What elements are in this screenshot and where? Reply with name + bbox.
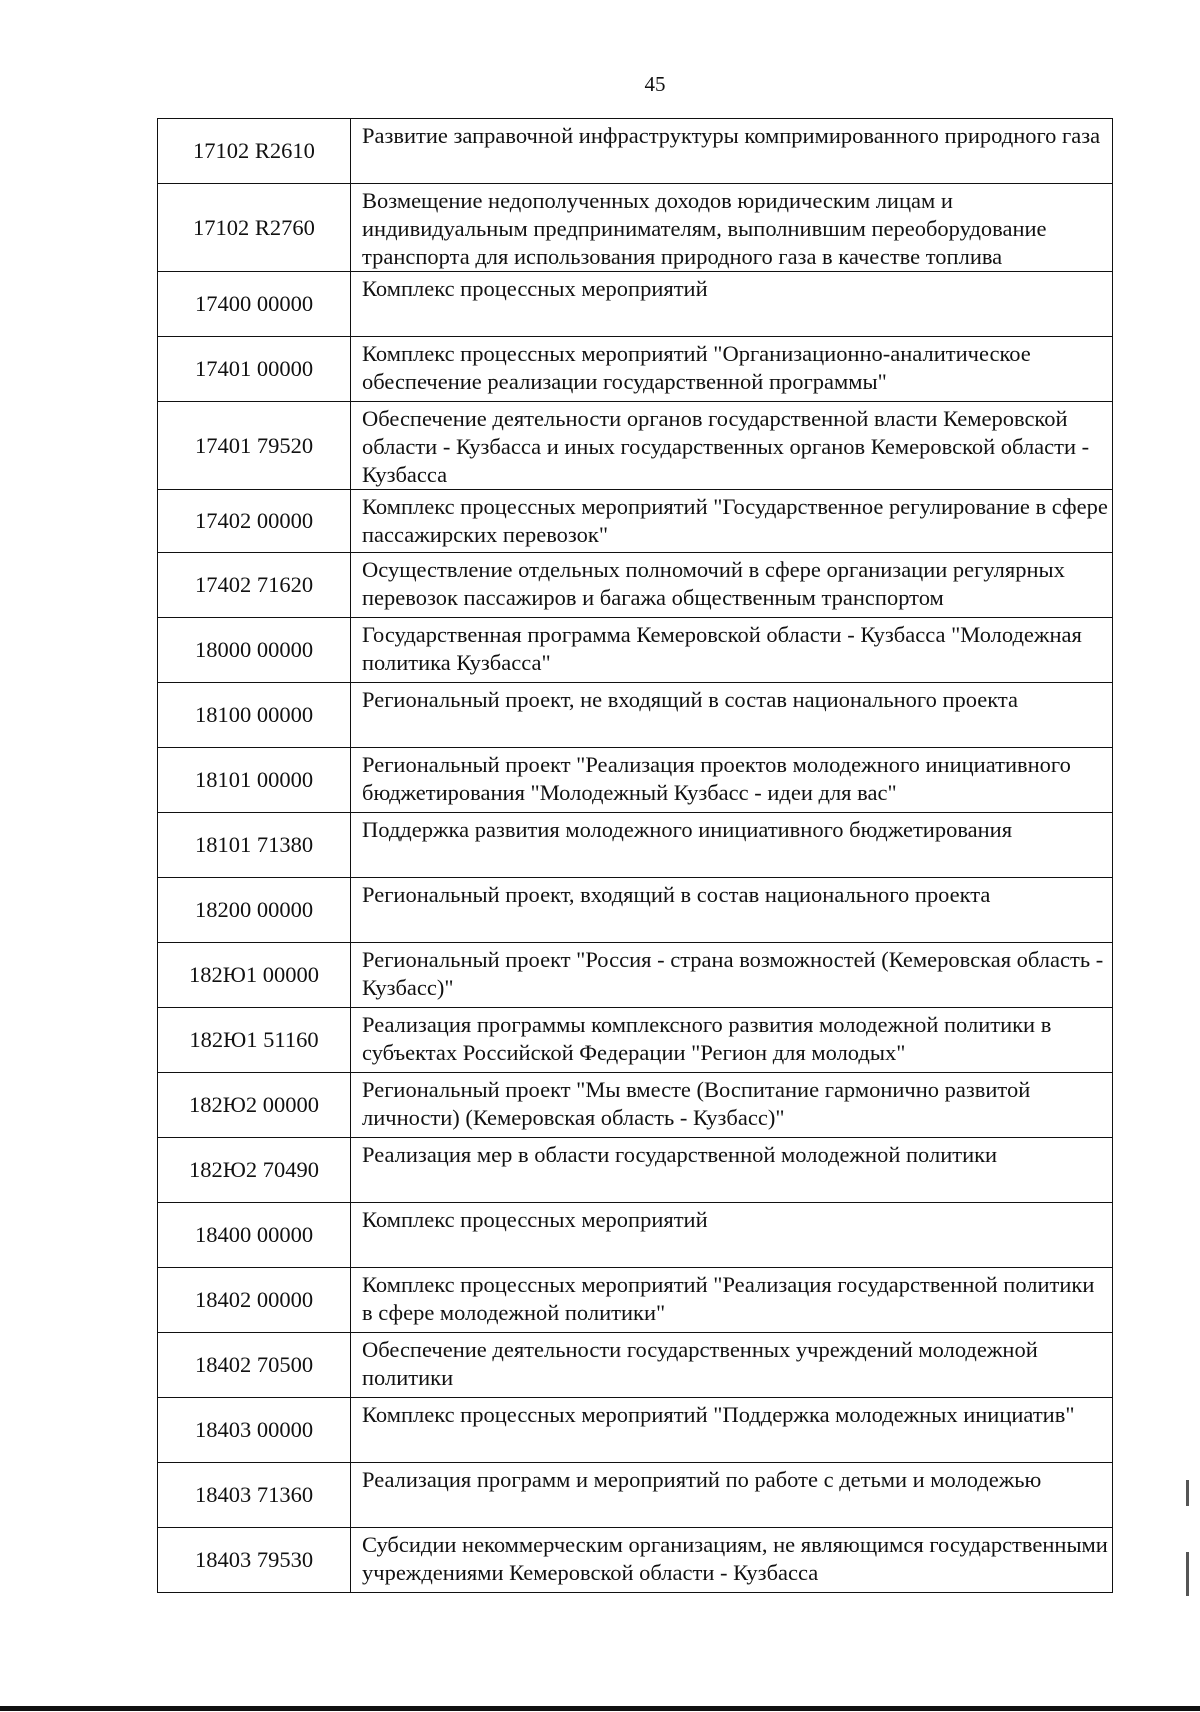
row-code: 182Ю2 70490 xyxy=(158,1138,351,1203)
row-code: 17102 R2760 xyxy=(158,184,351,272)
row-description: Развитие заправочной инфраструктуры компримированного природного газа xyxy=(351,119,1113,184)
table-row xyxy=(158,1463,1113,1528)
table-row xyxy=(158,683,1113,748)
row-code: 18101 71380 xyxy=(158,813,351,878)
row-code: 182Ю1 51160 xyxy=(158,1008,351,1073)
row-code: 18403 00000 xyxy=(158,1398,351,1463)
row-description: Комплекс процессных мероприятий "Поддержка молодежных инициатив" xyxy=(351,1398,1113,1463)
row-code: 18100 00000 xyxy=(158,683,351,748)
row-code: 17102 R2610 xyxy=(158,119,351,184)
row-description: Региональный проект, не входящий в состав национального проекта xyxy=(351,683,1113,748)
row-description: Комплекс процессных мероприятий "Организационно-аналитическое обеспечение реализации государственной программы" xyxy=(351,337,1113,402)
row-code: 18000 00000 xyxy=(158,618,351,683)
row-code: 17401 00000 xyxy=(158,337,351,402)
table-row xyxy=(158,1398,1113,1463)
table-row xyxy=(158,337,1113,402)
table-row xyxy=(158,1073,1113,1138)
table-row xyxy=(158,878,1113,943)
scan-edge-mark xyxy=(1186,1480,1189,1506)
row-code: 17402 00000 xyxy=(158,490,351,553)
row-description: Комплекс процессных мероприятий xyxy=(351,1203,1113,1268)
table-row xyxy=(158,1008,1113,1073)
row-code: 18200 00000 xyxy=(158,878,351,943)
table-row xyxy=(158,748,1113,813)
row-description: Региональный проект "Реализация проектов молодежного инициативного бюджетирования "Молодежный Кузбасс - идеи для вас" xyxy=(351,748,1113,813)
row-description: Региональный проект "Мы вместе (Воспитание гармонично развитой личности) (Кемеровская область - Кузбасс)" xyxy=(351,1073,1113,1138)
table-row xyxy=(158,1528,1113,1593)
row-description: Комплекс процессных мероприятий "Государственное регулирование в сфере пассажирских перевозок" xyxy=(351,490,1113,553)
row-description: Обеспечение деятельности органов государственной власти Кемеровской области - Кузбасса и иных государственных органов Кемеровской области - Кузбасса xyxy=(351,402,1113,490)
row-description: Государственная программа Кемеровской области - Кузбасса "Молодежная политика Кузбасса" xyxy=(351,618,1113,683)
row-description: Субсидии некоммерческим организациям, не являющимся государственными учреждениями Кемеровской области - Кузбасса xyxy=(351,1528,1113,1593)
row-description: Осуществление отдельных полномочий в сфере организации регулярных перевозок пассажиров и багажа общественным транспортом xyxy=(351,553,1113,618)
row-code: 18400 00000 xyxy=(158,1203,351,1268)
table-row xyxy=(158,1138,1113,1203)
row-code: 17400 00000 xyxy=(158,272,351,337)
table-row xyxy=(158,184,1113,272)
table-row xyxy=(158,1203,1113,1268)
row-code: 18402 00000 xyxy=(158,1268,351,1333)
table-row xyxy=(158,1333,1113,1398)
table-row xyxy=(158,490,1113,553)
row-description: Обеспечение деятельности государственных учреждений молодежной политики xyxy=(351,1333,1113,1398)
table-row xyxy=(158,119,1113,184)
table-row xyxy=(158,402,1113,490)
scan-edge-mark xyxy=(1186,1552,1189,1596)
table-row xyxy=(158,943,1113,1008)
page-number: 45 xyxy=(644,72,666,96)
row-description: Возмещение недополученных доходов юридическим лицам и индивидуальным предпринимателям, выполнившим переоборудование транспорта для использования природного газа в качестве топлива xyxy=(351,184,1113,272)
row-code: 18101 00000 xyxy=(158,748,351,813)
row-description: Комплекс процессных мероприятий "Реализация государственной политики в сфере молодежной политики" xyxy=(351,1268,1113,1333)
table-row xyxy=(158,1268,1113,1333)
table-row xyxy=(158,813,1113,878)
row-code: 182Ю2 00000 xyxy=(158,1073,351,1138)
scan-bottom-edge xyxy=(0,1706,1200,1711)
row-code: 17401 79520 xyxy=(158,402,351,490)
row-description: Реализация мер в области государственной молодежной политики xyxy=(351,1138,1113,1203)
row-code: 17402 71620 xyxy=(158,553,351,618)
row-code: 18403 79530 xyxy=(158,1528,351,1593)
row-code: 182Ю1 00000 xyxy=(158,943,351,1008)
row-description: Региональный проект "Россия - страна возможностей (Кемеровская область - Кузбасс)" xyxy=(351,943,1113,1008)
row-code: 18403 71360 xyxy=(158,1463,351,1528)
row-code: 18402 70500 xyxy=(158,1333,351,1398)
row-description: Реализация программы комплексного развития молодежной политики в субъектах Российской Федерации "Регион для молодых" xyxy=(351,1008,1113,1073)
table-row xyxy=(158,272,1113,337)
row-description: Региональный проект, входящий в состав национального проекта xyxy=(351,878,1113,943)
row-description: Поддержка развития молодежного инициативного бюджетирования xyxy=(351,813,1113,878)
table-row xyxy=(158,618,1113,683)
row-description: Реализация программ и мероприятий по работе с детьми и молодежью xyxy=(351,1463,1113,1528)
table-row xyxy=(158,553,1113,618)
budget-code-table xyxy=(157,118,1113,1593)
table-body xyxy=(158,119,1113,1593)
row-description: Комплекс процессных мероприятий xyxy=(351,272,1113,337)
